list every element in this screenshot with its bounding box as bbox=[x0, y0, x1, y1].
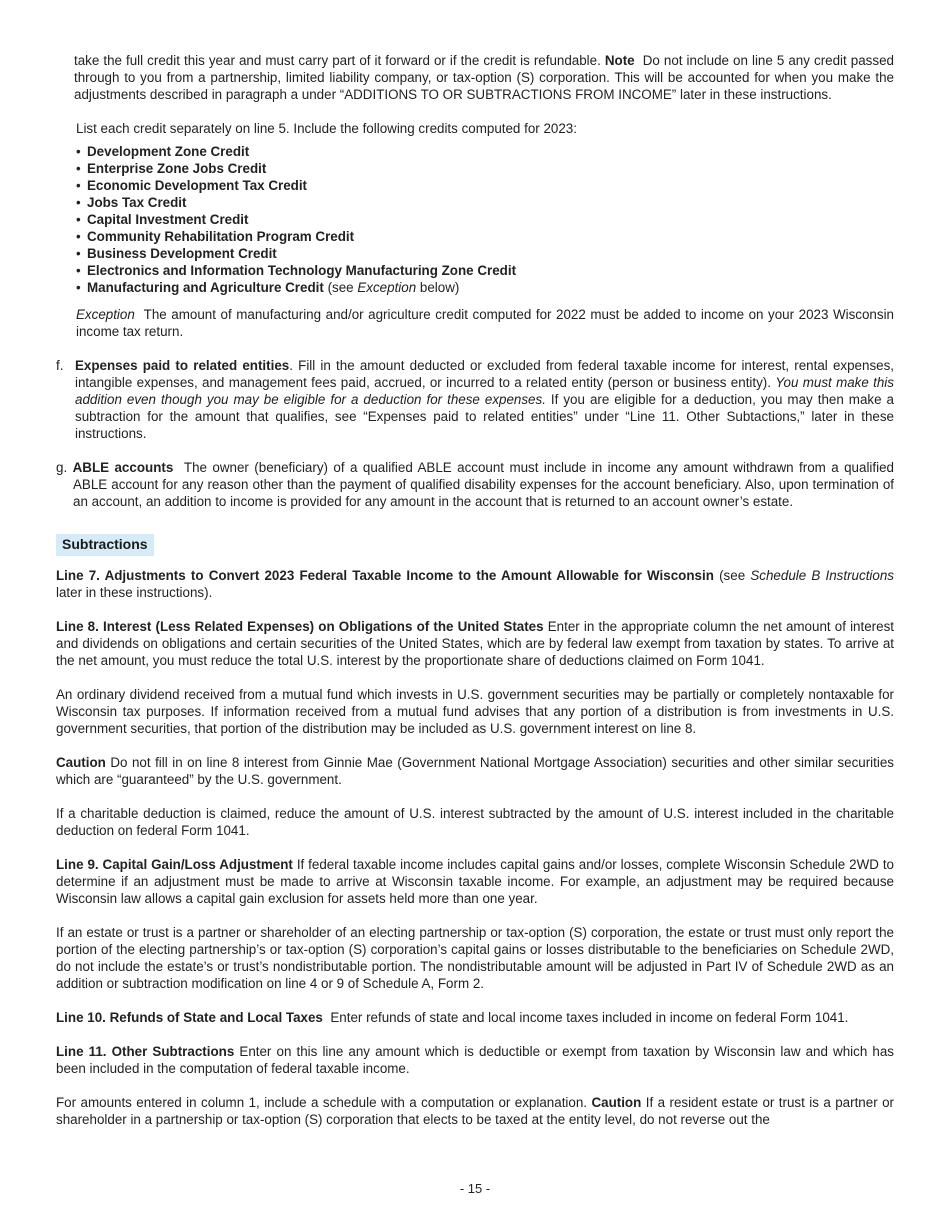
credit-list-item: • Manufacturing and Agriculture Credit (see Exception below) bbox=[76, 279, 894, 296]
item-f-text: Expenses paid to related entities. Fill in the amount deducted or excluded from federal taxable income for interest, rental expenses, intangible expenses, and management fees paid, accrued, or incurred to a related entity (person or business entity). You must make this addition even though you may be eligible for a deduction for these expenses. If you are eligible for a deduction, you may then make a subtraction for the amount that qualifies, see “Expenses paid to related entities” under “Line 11. Other Subtactions,” later in these instructions. bbox=[75, 358, 894, 441]
credit-intro-block bbox=[74, 52, 894, 340]
credit-list-item: • Economic Development Tax Credit bbox=[76, 177, 894, 194]
mutual-fund-paragraph: An ordinary dividend received from a mutual fund which invests in U.S. government securities may be partially or completely nontaxable for Wisconsin tax purposes. If information received from a mutual fund advises that any portion of a distribution is from investments in U.S. government securities, that portion of the distribution may be included as U.S. government interest on line 8. bbox=[56, 687, 894, 736]
column1-paragraph: For amounts entered in column 1, include a schedule with a computation or explanation. Caution If a resident estate or trust is a partner or shareholder in a partnership or tax-option (S) corporation that elects to be taxed at the entity level, do not reverse out the bbox=[56, 1095, 894, 1127]
subtractions-section bbox=[56, 510, 894, 1128]
credit-list-item: • Enterprise Zone Jobs Credit bbox=[76, 160, 894, 177]
credit-list-intro: List each credit separately on line 5. Include the following credits computed for 2023: bbox=[76, 121, 577, 136]
line11-paragraph: Line 11. Other Subtractions Enter on this line any amount which is deductible or exempt from taxation by Wisconsin law and which has been included in the computation of federal taxable income. bbox=[56, 1044, 894, 1076]
credit-list-item: • Capital Investment Credit bbox=[76, 211, 894, 228]
item-f-related-entities bbox=[56, 357, 894, 442]
credit-list-item: • Community Rehabilitation Program Credit bbox=[76, 228, 894, 245]
credit-list-item: • Development Zone Credit bbox=[76, 143, 894, 160]
exception-paragraph bbox=[76, 306, 894, 340]
page-content bbox=[56, 52, 894, 1128]
partner-shareholder-paragraph: If an estate or trust is a partner or shareholder of an electing partnership or tax-option (S) corporation, the estate or trust must only report the portion of the electing partnership’s or tax-option (S) corporation’s capital gains or losses distributable to the beneficiaries on Schedule 2WD, do not include the estate’s or trust’s nondistributable portion. The nondistributable amount will be adjusted in Part IV of Schedule 2WD as an addition or subtraction modification on line 4 or 9 of Schedule A, Form 2. bbox=[56, 925, 894, 991]
charitable-deduction-paragraph: If a charitable deduction is claimed, reduce the amount of U.S. interest subtracted by the amount of U.S. interest included in the charitable deduction on federal Form 1041. bbox=[56, 806, 894, 838]
note-text: Do not include on line 5 any credit passed through to you from a partnership, limited liability company, or tax-option (S) corporation. This will be accounted for when you make the adjustments described in paragraph a under “ADDITIONS TO OR SUBTRACTIONS FROM INCOME” later in these instructions. bbox=[74, 53, 894, 102]
line10-paragraph: Line 10. Refunds of State and Local Taxes Enter refunds of state and local income taxes included in income on federal Form 1041. bbox=[56, 1010, 849, 1025]
credit-list-item: • Electronics and Information Technology Manufacturing Zone Credit bbox=[76, 262, 894, 279]
item-marker: f. bbox=[56, 358, 64, 373]
credit-list bbox=[76, 143, 894, 296]
line8-paragraph: Line 8. Interest (Less Related Expenses) on Obligations of the United States Enter in the appropriate column the net amount of interest and dividends on obligations and certain securities of the United States, which are by federal law exempt from taxation by states. To arrive at the net amount, you must reduce the total U.S. interest by the proportionate share of deductions claimed on Form 1041. bbox=[56, 619, 894, 668]
item-g-able-accounts bbox=[56, 459, 894, 510]
item-title: Expenses paid to related entities bbox=[75, 358, 290, 373]
caution-paragraph: Caution Do not fill in on line 8 interest from Ginnie Mae (Government National Mortgage Association) securities and other similar securities which are “guaranteed” by the U.S. government. bbox=[56, 755, 894, 787]
page-number: - 15 - bbox=[459, 1181, 491, 1196]
exception-label: Exception bbox=[76, 307, 135, 322]
item-title: ABLE accounts bbox=[72, 460, 174, 475]
paragraph-text: take the full credit this year and must carry part of it forward or if the credit is refundable. bbox=[74, 53, 601, 68]
line7-paragraph: Line 7. Adjustments to Convert 2023 Federal Taxable Income to the Amount Allowable for Wisconsin (see Schedule B Instructions later in these instructions). bbox=[56, 568, 894, 600]
note-label: Note bbox=[604, 53, 635, 68]
exception-text: The amount of manufacturing and/or agriculture credit computed for 2022 must be added to income on your 2023 Wisconsin income tax return. bbox=[76, 307, 894, 339]
credit-list-item: • Business Development Credit bbox=[76, 245, 894, 262]
item-marker: g. bbox=[56, 460, 68, 475]
section-heading: Subtractions bbox=[56, 534, 154, 556]
item-g-text: g. ABLE accounts The owner (beneficiary) of a qualified ABLE account must include in income any amount withdrawn from a qualified ABLE account for any reason other than the payment of qualified disability expenses for the account beneficiary. Also, upon termination of an account, an addition to income is provided for any amount in the account that is returned to an account owner’s estate. bbox=[56, 460, 894, 509]
credit-carryforward-paragraph bbox=[74, 52, 894, 103]
line9-paragraph: Line 9. Capital Gain/Loss Adjustment If federal taxable income includes capital gains and/or losses, complete Wisconsin Schedule 2WD to determine if an adjustment must be made to arrive at Wisconsin taxable income. For example, an adjustment may be required because Wisconsin law allows a capital gain exclusion for assets held more than one year. bbox=[56, 857, 895, 906]
credit-list-item: • Jobs Tax Credit bbox=[76, 194, 894, 211]
